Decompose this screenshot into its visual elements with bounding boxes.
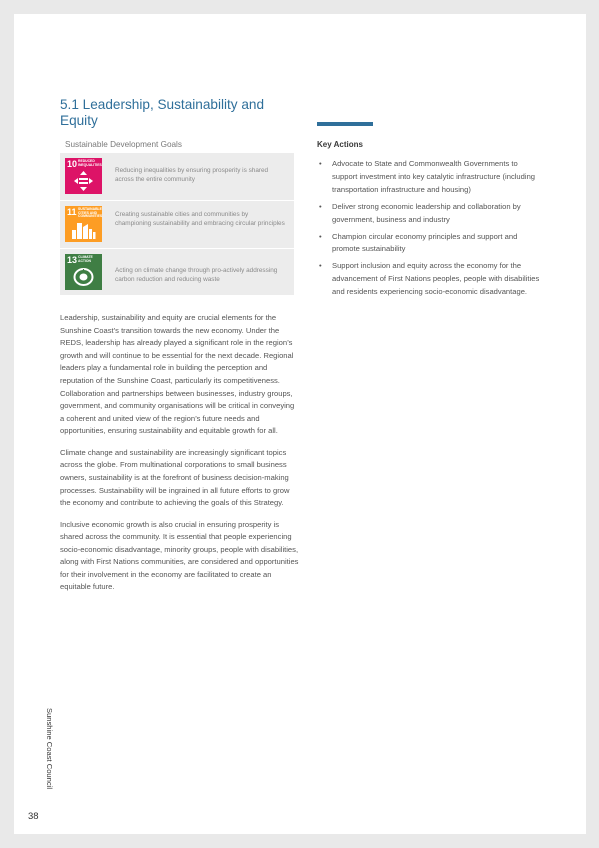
sdg-tile-11 [65, 206, 102, 242]
sdg-row [60, 249, 294, 296]
page-number: 38 [28, 811, 39, 822]
key-action-item: • Champion circular economy principles and support and promote sustainability [317, 231, 543, 257]
body-paragraph: Climate change and sustainability are increasingly significant topics across the globe. From multinational corporations to small business owners, sustainability is at the forefront of business decision-making processes. Sustainability will be ingrained in all future efforts to grow the economy and contribute to achieving the goals of this Strategy. [60, 447, 290, 508]
sdg-label: REDUCED INEQUALITIES [78, 159, 102, 167]
sdg-number: 11 [67, 207, 77, 217]
sdg-label: SUSTAINABLE CITIES AND COMMUNITIES [78, 207, 103, 219]
footer-organisation-wrapper [46, 708, 56, 818]
sdg-description: Reducing inequalities by ensuring prosperity is shared across the entire community [115, 167, 269, 183]
sdg-panel [60, 153, 294, 295]
key-action-item: • Advocate to State and Commonwealth Governments to support investment into key catalytic infrastructure (including transportation infrastructure and housing) [317, 158, 543, 197]
sdg-tile-10 [65, 158, 102, 194]
sdg-tile-13 [65, 254, 102, 290]
sdg-row [60, 201, 294, 249]
key-action-item: • Support inclusion and equity across the economy for the advancement of First Nations peoples, people with disabilities and residents experiencing socio-economic disadvantage. [317, 260, 543, 299]
body-paragraph: Leadership, sustainability and equity are crucial elements for the Sunshine Coast’s transition towards the new economy. Under the REDS, leadership has already played a significant role in the region’s growth and will continue to be essential for the next decade. Regional leaders play a fundamental role in building the perception and reputation of the Sunshine Coast, particularly its competitiveness. Collaboration and partnerships between businesses, industry groups, government, and community organisations will be critical in conveying a coherent and united view of the region’s future needs and opportunities, ensuring sustainability and equitable growth for all. [60, 313, 295, 436]
sdg-number: 10 [67, 159, 78, 169]
sdg-description: Creating sustainable cities and communities by championing sustainability and embracing circular principles [115, 211, 285, 227]
key-action-item: • Deliver strong economic leadership and collaboration by government, business and industry [317, 201, 543, 227]
sdg-label: CLIMATE ACTION [78, 255, 93, 263]
document-page [14, 14, 586, 834]
key-actions-accent-bar [317, 122, 373, 126]
section-title: 5.1 Leadership, Sustainability and Equity [60, 97, 265, 128]
sdg-description: Acting on climate change through pro-actively addressing carbon reduction and reducing waste [115, 267, 278, 283]
key-actions-list [317, 158, 543, 303]
sustainable-cities-icon [71, 218, 96, 240]
sdg-number: 13 [67, 255, 78, 265]
reduced-inequalities-icon [71, 170, 96, 192]
body-paragraph: Inclusive economic growth is also crucial in ensuring prosperity is shared across the community. It is essential that people experiencing socio-economic disadvantage, minority groups, people with disabilities, along with First Nations communities, are considered and opportunities for their involvement in the economy are facilitated to create an equitable future. [60, 519, 299, 592]
body-text [60, 312, 300, 603]
sdg-heading: Sustainable Development Goals [65, 140, 182, 149]
sdg-row [60, 153, 294, 201]
footer-organisation: Sunshine Coast Council [45, 708, 54, 790]
climate-action-icon [71, 266, 96, 288]
key-actions-heading: Key Actions [317, 140, 363, 149]
